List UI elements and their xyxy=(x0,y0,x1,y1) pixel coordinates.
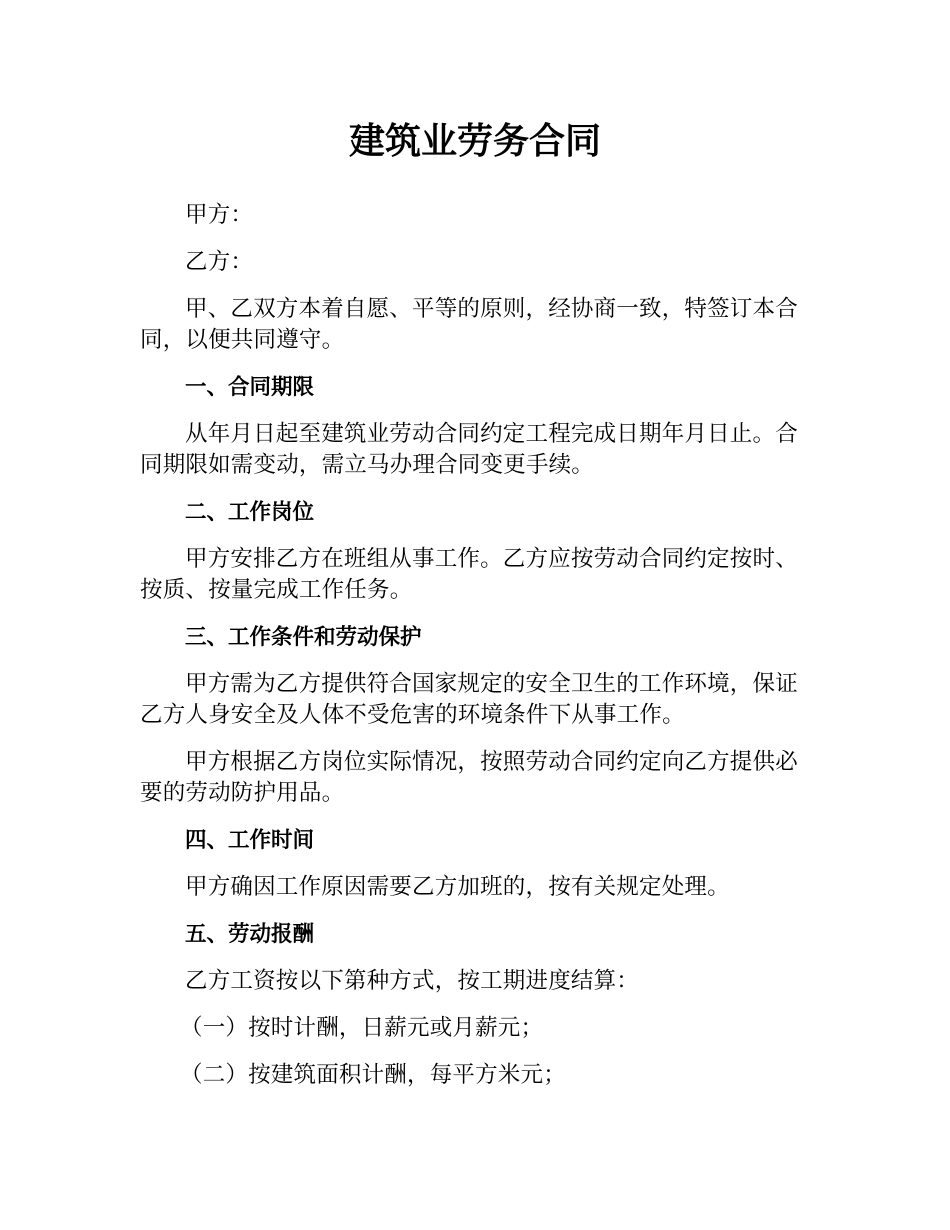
section-heading: 一、合同期限 xyxy=(185,375,315,400)
section-paragraph: 乙方工资按以下第种方式，按工期进度结算： xyxy=(185,968,640,994)
intro-paragraph: 甲、乙双方本着自愿、平等的原则，经协商一致，特签订本合同，以便共同遵守。 xyxy=(140,296,798,353)
list-item: （一）按时计酬，日薪元或月薪元； xyxy=(180,1015,544,1041)
section-paragraph: 甲方需为乙方提供符合国家规定的安全卫生的工作环境，保证乙方人身安全及人体不受危害的环境条件下从事工作。 xyxy=(140,671,798,728)
section-heading: 三、工作条件和劳动保护 xyxy=(185,625,422,650)
section-paragraph: 甲方确因工作原因需要乙方加班的，按有关规定处理。 xyxy=(185,874,730,900)
section-working-hours xyxy=(140,825,820,903)
list-item: （二）按建筑面积计酬，每平方米元； xyxy=(180,1062,566,1088)
section-heading: 五、劳动报酬 xyxy=(185,922,315,947)
section-heading: 二、工作岗位 xyxy=(185,500,315,525)
document-title: 建筑业劳务合同 xyxy=(348,121,601,162)
section-paragraph: 甲方根据乙方岗位实际情况，按照劳动合同约定向乙方提供必要的劳动防护用品。 xyxy=(140,749,798,806)
document-body xyxy=(140,200,820,1107)
section-paragraph: 甲方安排乙方在班组从事工作。乙方应按劳动合同约定按时、按质、按量完成工作任务。 xyxy=(140,546,798,603)
section-heading: 四、工作时间 xyxy=(185,828,315,853)
party-b-line: 乙方： xyxy=(185,249,254,275)
section-work-conditions xyxy=(140,622,820,809)
section-remuneration xyxy=(140,919,820,1091)
section-paragraph: 从年月日起至建筑业劳动合同约定工程完成日期年月日止。合同期限如需变动，需立马办理合同变更手续。 xyxy=(140,421,798,478)
section-job-position xyxy=(140,497,820,606)
party-a-line: 甲方： xyxy=(185,202,254,228)
section-contract-term xyxy=(140,372,820,481)
